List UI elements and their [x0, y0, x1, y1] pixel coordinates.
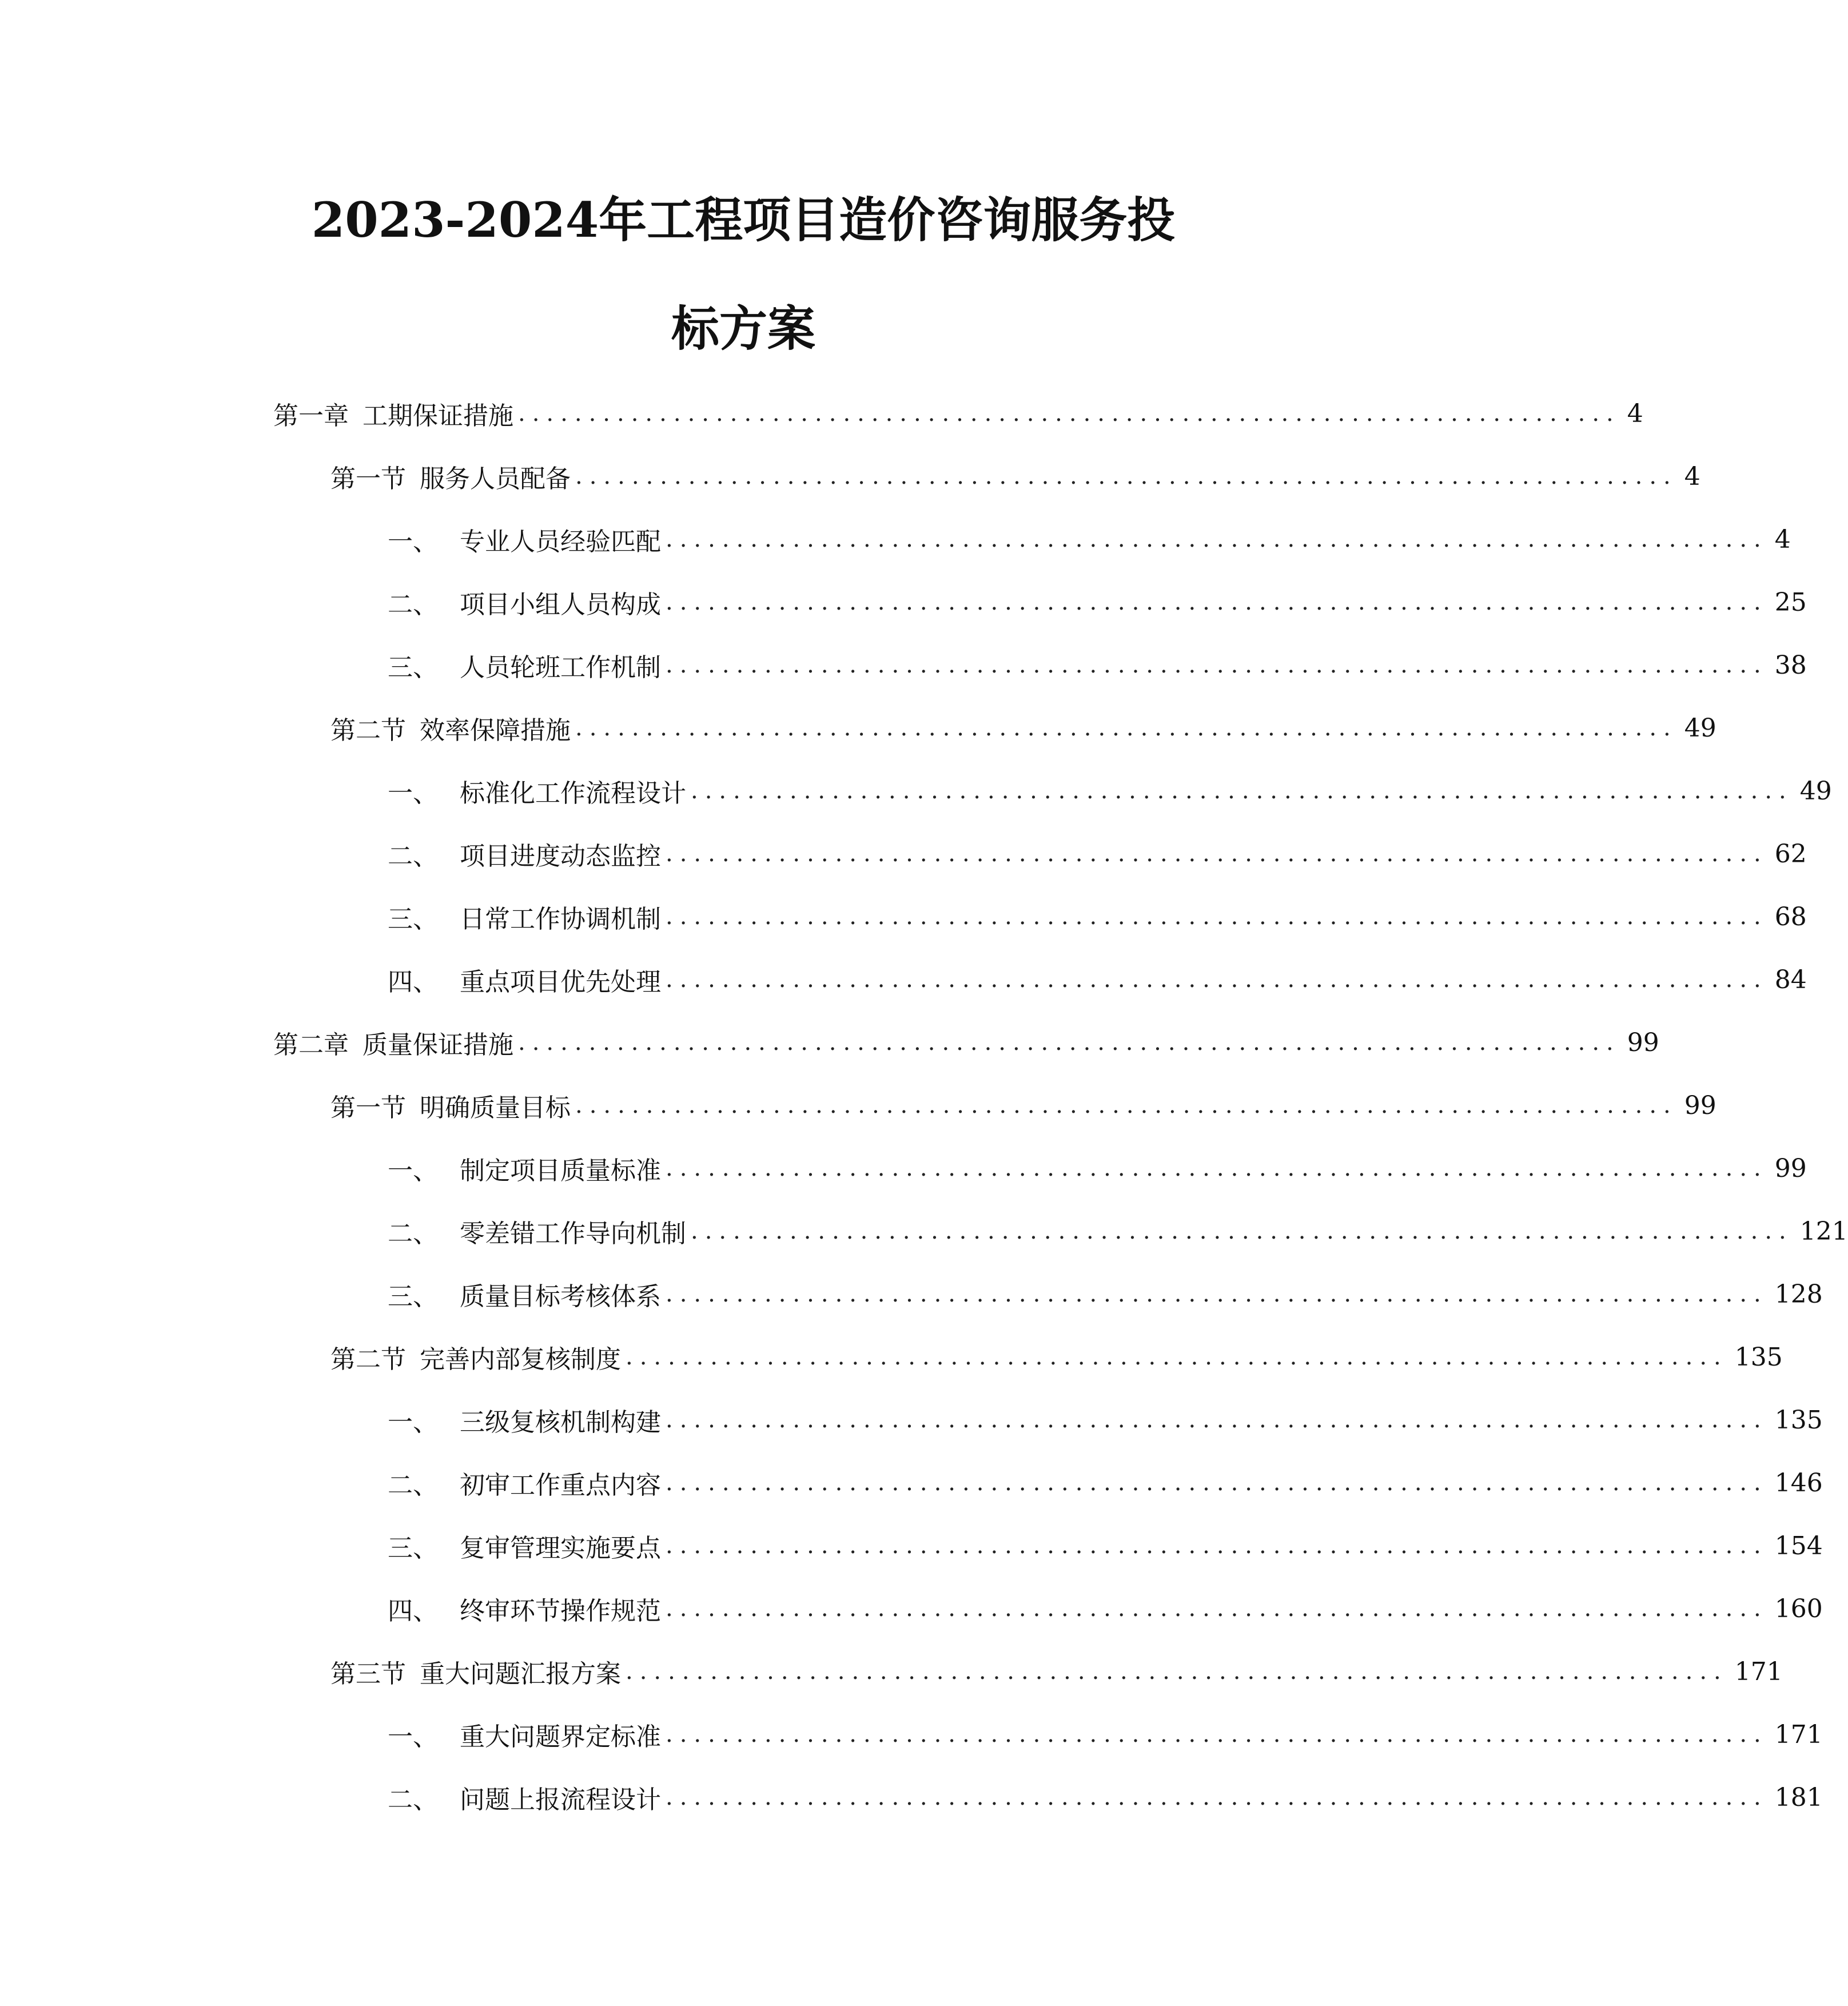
toc-entry-page: 25: [1774, 587, 1807, 617]
toc-entry-text: 工期保证措施: [363, 401, 513, 431]
toc-leader-dots: ..............................................................................: [666, 1281, 1768, 1307]
toc-entry-page: 154: [1774, 1531, 1823, 1561]
toc-entry[interactable]: [273, 1137, 1807, 1200]
toc-entry[interactable]: [273, 1388, 1823, 1451]
toc-entry-page: 49: [1799, 776, 1832, 806]
toc-entry[interactable]: [273, 1451, 1823, 1514]
toc-entry-page: 4: [1627, 399, 1643, 428]
toc-leader-dots: ..............................................................................: [666, 1533, 1768, 1559]
toc-entry-text: 三级复核机制构建: [460, 1408, 661, 1437]
toc-entry-label: [388, 1150, 661, 1187]
toc-entry-text: 重大问题汇报方案: [420, 1659, 621, 1689]
toc-entry-label: [330, 1087, 571, 1124]
toc-leader-dots: ..............................................................................: [666, 841, 1768, 867]
toc-entry[interactable]: [273, 885, 1807, 948]
toc-entry[interactable]: [273, 1011, 1659, 1074]
toc-entry-page: 171: [1734, 1657, 1783, 1686]
toc-entry-label: [330, 1653, 621, 1690]
toc-entry-text: 专业人员经验匹配: [460, 527, 661, 556]
toc-leader-dots: ..............................................................................: [575, 1092, 1678, 1119]
toc-entry-page: 4: [1774, 524, 1791, 554]
toc-leader-dots: ..............................................................................: [575, 715, 1678, 741]
toc-entry-page: 84: [1774, 965, 1807, 994]
toc-entry-number: 第二节: [330, 716, 406, 745]
toc-entry-page: 99: [1627, 1028, 1659, 1057]
toc-entry-number: 一、: [388, 1722, 438, 1752]
toc-entry-number: 二、: [388, 1219, 438, 1248]
toc-entry-label: [388, 773, 686, 809]
toc-entry-number: 三、: [388, 905, 438, 934]
document-title: [274, 166, 1212, 383]
toc-leader-dots: ..............................................................................: [666, 1721, 1768, 1748]
toc-entry-number: 一、: [388, 1156, 438, 1185]
toc-leader-dots: ..............................................................................: [666, 526, 1768, 552]
toc-entry-page: 146: [1774, 1468, 1823, 1498]
toc-entry-text: 复审管理实施要点: [460, 1534, 661, 1563]
toc-entry-page: 38: [1774, 650, 1807, 680]
toc-entry[interactable]: [273, 1640, 1783, 1703]
toc-entry-label: [388, 898, 661, 935]
toc-leader-dots: ..............................................................................: [666, 1470, 1768, 1496]
toc-entry-label: [330, 710, 571, 746]
toc-entry[interactable]: [273, 1703, 1823, 1766]
toc-entry-label: [388, 1590, 661, 1627]
toc-entry-text: 服务人员配备: [420, 464, 571, 493]
toc-leader-dots: ..............................................................................: [575, 463, 1678, 489]
toc-entry-page: 68: [1774, 902, 1807, 932]
toc-entry[interactable]: [273, 948, 1807, 1011]
toc-entry-number: 二、: [388, 842, 438, 871]
toc-entry[interactable]: [273, 759, 1832, 822]
toc-entry-text: 重大问题界定标准: [460, 1722, 661, 1752]
toc-entry-label: [388, 961, 661, 998]
toc-entry-number: 一、: [388, 779, 438, 808]
toc-entry[interactable]: [273, 1326, 1783, 1388]
toc-leader-dots: ..............................................................................: [626, 1658, 1728, 1685]
toc-entry-page: 99: [1774, 1153, 1807, 1183]
toc-entry-number: 第二节: [330, 1345, 406, 1374]
toc-entry-label: [388, 521, 661, 558]
toc-leader-dots: ..............................................................................: [626, 1344, 1728, 1370]
toc-entry-label: [273, 395, 513, 432]
toc-entry-number: 第一节: [330, 464, 406, 493]
toc-entry[interactable]: [273, 571, 1807, 634]
toc-leader-dots: ..............................................................................: [666, 904, 1768, 930]
toc-entry-label: [388, 584, 661, 620]
toc-entry-number: 第二章: [273, 1030, 349, 1060]
toc-entry-label: [388, 835, 661, 872]
toc-entry[interactable]: [273, 822, 1807, 885]
toc-entry-page: 171: [1774, 1720, 1823, 1749]
toc-entry[interactable]: [273, 634, 1807, 696]
toc-entry-number: 第一章: [273, 401, 349, 431]
toc-entry-number: 四、: [388, 968, 438, 997]
toc-leader-dots: ..............................................................................: [691, 1218, 1793, 1244]
toc-entry-text: 项目进度动态监控: [460, 842, 661, 871]
toc-leader-dots: ..............................................................................: [518, 1029, 1620, 1056]
toc-leader-dots: ..............................................................................: [666, 966, 1768, 993]
toc-entry-label: [388, 1464, 661, 1501]
toc-entry-text: 零差错工作导向机制: [460, 1219, 686, 1248]
title-line-2: 标方案: [671, 300, 815, 357]
toc-leader-dots: ..............................................................................: [666, 1407, 1768, 1433]
toc-entry[interactable]: [273, 1074, 1716, 1137]
toc-entry-text: 明确质量目标: [420, 1093, 571, 1123]
toc-entry[interactable]: [273, 1766, 1823, 1829]
toc-entry-page: 62: [1774, 839, 1807, 869]
toc-entry-number: 第三节: [330, 1659, 406, 1689]
toc-entry[interactable]: [273, 1200, 1848, 1263]
toc-leader-dots: ..............................................................................: [666, 1155, 1768, 1181]
toc-entry-label: [388, 1716, 661, 1753]
toc-entry-page: 135: [1774, 1405, 1823, 1435]
toc-entry-text: 初审工作重点内容: [460, 1471, 661, 1500]
toc-leader-dots: ..............................................................................: [691, 778, 1793, 804]
toc-entry[interactable]: [273, 1514, 1823, 1577]
toc-entry-page: 135: [1734, 1342, 1783, 1372]
toc-entry[interactable]: [273, 1263, 1823, 1326]
toc-leader-dots: ..............................................................................: [666, 589, 1768, 615]
toc-entry-page: 121: [1799, 1216, 1848, 1246]
toc-entry-label: [330, 458, 571, 495]
toc-entry[interactable]: [273, 382, 1643, 445]
toc-entry-text: 质量保证措施: [363, 1030, 513, 1060]
toc-entry-text: 项目小组人员构成: [460, 590, 661, 619]
toc-entry[interactable]: [273, 508, 1791, 571]
toc-entry-number: 三、: [388, 653, 438, 682]
toc-entry-label: [330, 1339, 621, 1375]
toc-leader-dots: ..............................................................................: [666, 652, 1768, 678]
toc-entry-number: 三、: [388, 1534, 438, 1563]
toc-entry-number: 一、: [388, 527, 438, 556]
toc-entry-text: 完善内部复核制度: [420, 1345, 621, 1374]
toc-entry-number: 第一节: [330, 1093, 406, 1123]
toc-entry-text: 日常工作协调机制: [460, 905, 661, 934]
toc-entry-number: 三、: [388, 1282, 438, 1311]
toc-entry-text: 重点项目优先处理: [460, 968, 661, 997]
toc-entry-number: 一、: [388, 1408, 438, 1437]
toc-entry[interactable]: [273, 696, 1716, 759]
toc-entry-text: 质量目标考核体系: [460, 1282, 661, 1311]
toc-entry-number: 四、: [388, 1597, 438, 1626]
toc-entry-text: 问题上报流程设计: [460, 1785, 661, 1814]
title-line-1: 2023-2024年工程项目造价咨询服务投: [311, 192, 1176, 248]
toc-entry[interactable]: [273, 1577, 1823, 1640]
toc-entry[interactable]: [273, 445, 1700, 508]
toc-entry-text: 终审环节操作规范: [460, 1597, 661, 1626]
toc-entry-text: 效率保障措施: [420, 716, 571, 745]
toc-entry-page: 49: [1684, 713, 1716, 743]
toc-entry-page: 181: [1774, 1782, 1823, 1812]
toc-entry-number: 二、: [388, 590, 438, 619]
toc-entry-text: 标准化工作流程设计: [460, 779, 686, 808]
toc-entry-text: 制定项目质量标准: [460, 1156, 661, 1185]
toc-entry-page: 99: [1684, 1090, 1716, 1120]
toc-leader-dots: ..............................................................................: [666, 1595, 1768, 1622]
toc-leader-dots: ..............................................................................: [666, 1784, 1768, 1810]
toc-entry-number: 二、: [388, 1471, 438, 1500]
toc-entry-label: [388, 1276, 661, 1312]
toc-leader-dots: ..............................................................................: [518, 400, 1620, 427]
toc-entry-label: [388, 1402, 661, 1438]
toc-entry-label: [388, 1527, 661, 1564]
toc-entry-number: 二、: [388, 1785, 438, 1814]
table-of-contents: [273, 382, 1848, 1829]
toc-entry-page: 160: [1774, 1594, 1823, 1623]
toc-entry-page: 128: [1774, 1279, 1823, 1309]
toc-entry-page: 4: [1684, 461, 1700, 491]
toc-entry-label: [388, 1213, 686, 1249]
toc-entry-text: 人员轮班工作机制: [460, 653, 661, 682]
toc-entry-label: [388, 647, 661, 683]
toc-entry-label: [273, 1024, 513, 1061]
toc-entry-label: [388, 1779, 661, 1816]
